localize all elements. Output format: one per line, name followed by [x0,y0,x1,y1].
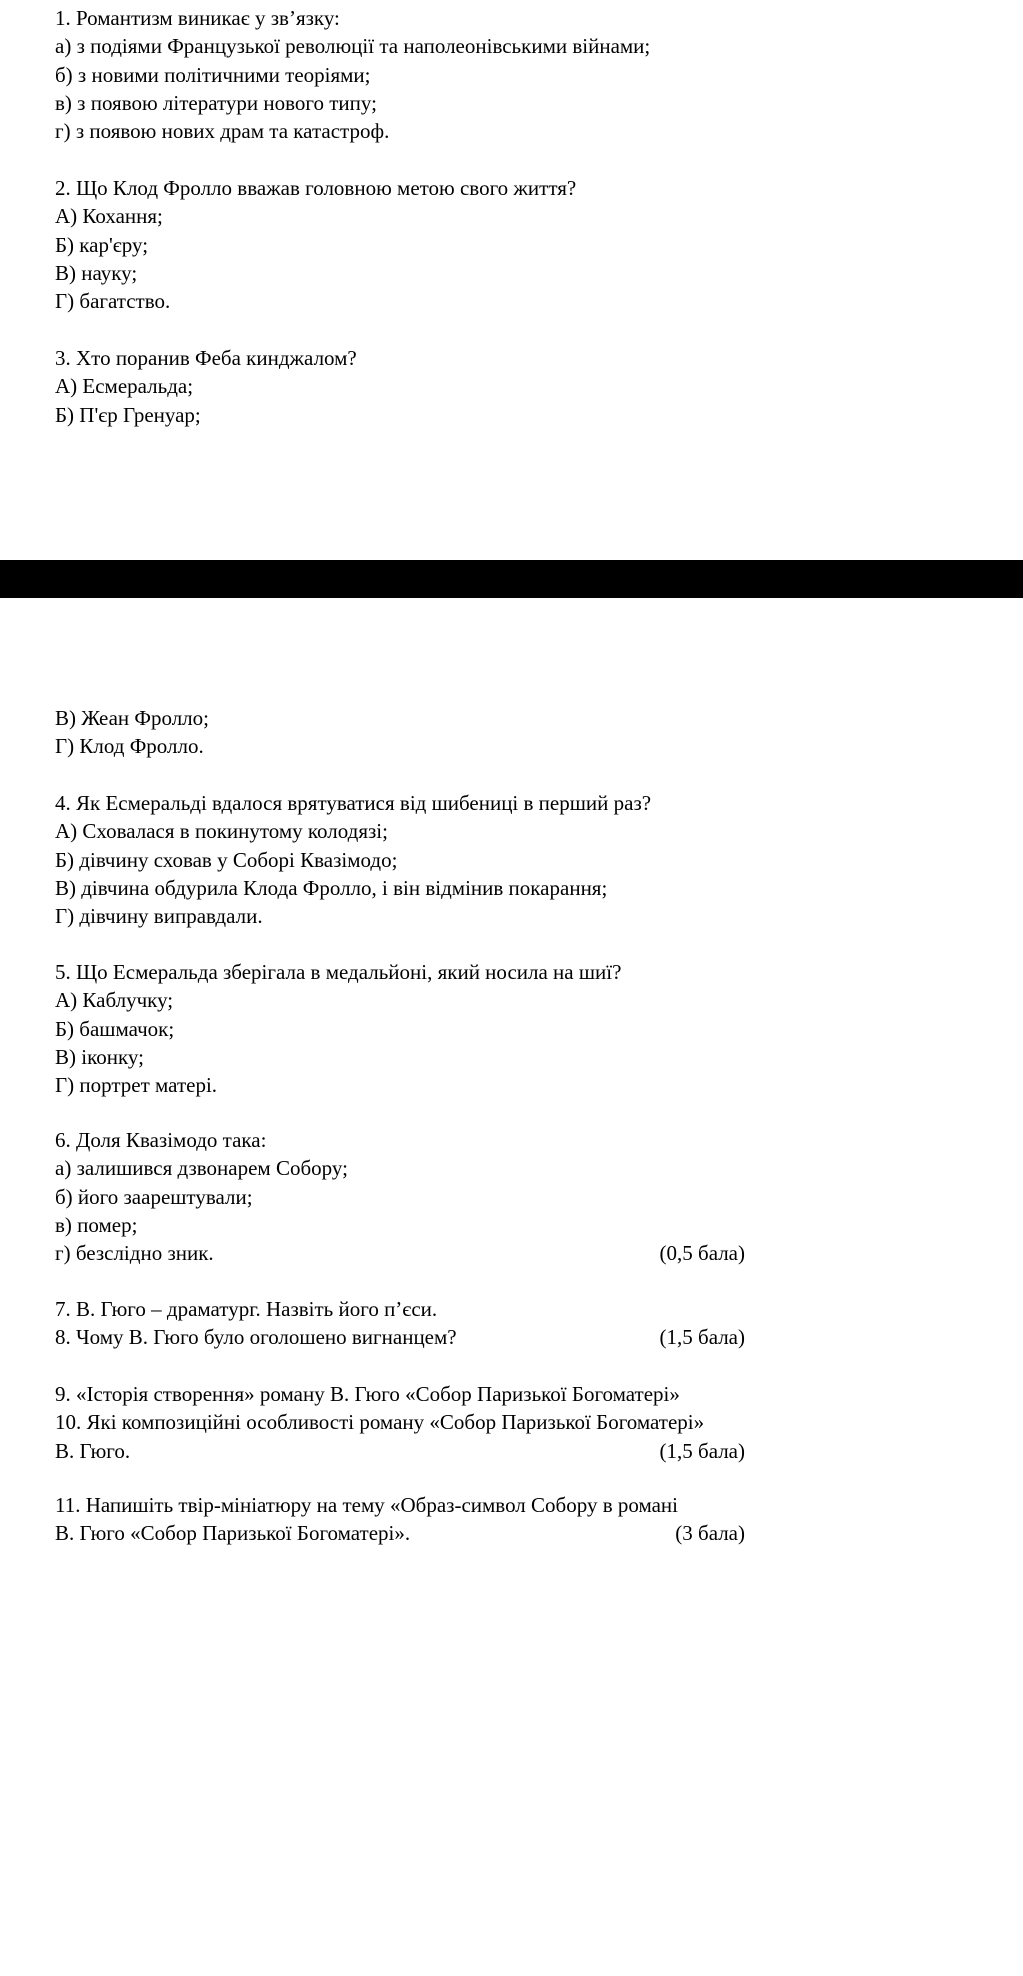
text-line: в) помер; [55,1212,138,1237]
text-line: 4. Як Есмеральді вдалося врятуватися від шибениці в перший раз? [55,791,652,815]
text-line: б) з новими політичними теоріями; [55,62,371,87]
text-line: В. Гюго «Собор Паризької Богоматері». [55,1521,411,1546]
text-line: В) іконку; [55,1044,144,1069]
text-line: 11. Напишіть твір-мініатюру на тему «Образ-символ Собору в романі [55,1493,678,1517]
question-3-part-2 [55,704,745,761]
score-label: (0,5 бала) [659,1241,745,1266]
question-5 [55,958,745,1099]
text-line: 1. Романтизм виникає у зв’язку: [55,6,340,30]
text-line: 2. Що Клод Фролло вважав головною метою свого життя? [55,176,577,200]
text-line: г) з появою нових драм та катастроф. [55,119,390,144]
text-line: Б) П'єр Гренуар; [55,402,201,427]
question-4 [55,789,745,930]
text-line: 5. Що Есмеральда зберігала в медальйоні, який носила на шиї? [55,960,622,984]
text-line: Г) багатство. [55,289,171,314]
question-6 [55,1126,745,1267]
text-line: А) Сховалася в покинутому колодязі; [55,819,388,844]
text-line: 9. «Історія створення» роману В. Гюго «Собор Паризької Богоматері» [55,1382,680,1406]
questions-7-8 [55,1295,745,1352]
question-3-part-1 [55,344,745,429]
text-line: А) Кохання; [55,204,163,229]
text-line: 8. Чому В. Гюго було оголошено вигнанцем? [55,1325,457,1350]
text-line: 6. Доля Квазімодо така: [55,1128,267,1152]
text-line: В. Гюго. [55,1438,131,1463]
text-line: А) Есмеральда; [55,374,194,399]
text-line: В) дівчина обдурила Клода Фролло, і він відмінив покарання; [55,875,608,900]
questions-9-10 [55,1380,745,1465]
text-line: Г) дівчину виправдали. [55,904,263,929]
score-label: (1,5 бала) [659,1438,745,1463]
text-line: А) Каблучку; [55,988,174,1013]
text-line: 7. В. Гюго – драматург. Назвіть його п’єси. [55,1297,438,1321]
text-line: В) науку; [55,260,138,285]
redaction-bar [0,560,1023,598]
score-label: (1,5 бала) [659,1325,745,1350]
text-line: г) безслідно зник. [55,1241,214,1266]
text-line: б) його заарештували; [55,1184,253,1209]
text-line: В) Жеан Фролло; [55,706,209,730]
text-line: в) з появою літератури нового типу; [55,90,377,115]
text-line: Б) башмачок; [55,1016,175,1041]
text-line: Б) кар'єру; [55,232,149,257]
text-line: Г) портрет матері. [55,1073,218,1098]
text-line: а) з подіями Французької революції та наполеонівськими війнами; [55,34,651,59]
score-label: (3 бала) [675,1521,745,1546]
text-line: 3. Хто поранив Феба кинджалом? [55,346,357,370]
text-line: Г) Клод Фролло. [55,734,204,759]
text-line: 10. Які композиційні особливості роману «Собор Паризької Богоматері» [55,1410,705,1435]
question-11 [55,1491,745,1548]
text-line: а) залишився дзвонарем Собору; [55,1156,348,1181]
question-2 [55,174,745,315]
question-1 [55,4,745,145]
text-line: Б) дівчину сховав у Соборі Квазімодо; [55,847,398,872]
